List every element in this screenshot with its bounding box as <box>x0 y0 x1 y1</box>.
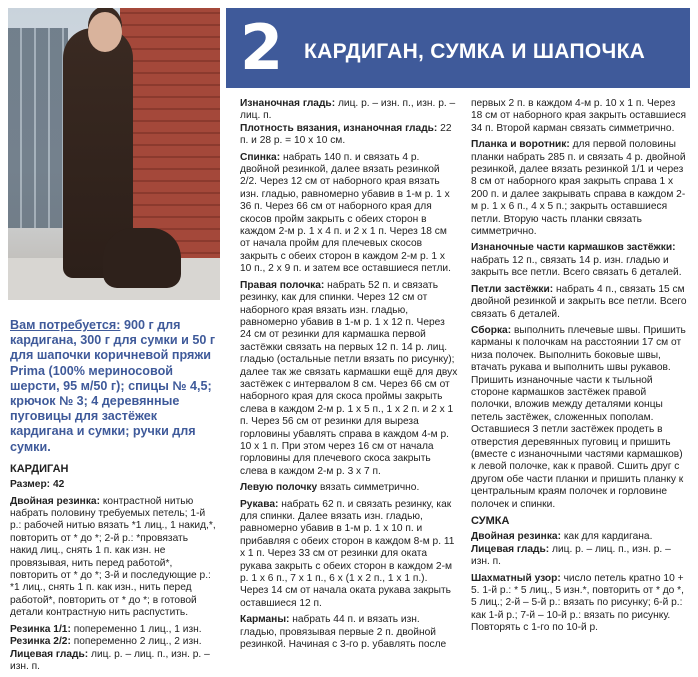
band-text: для первой половины планки набрать 285 п. и связать 4 р. двойной резинкой, далее вязать резинкой 1/1 и через 8 см от наборного края закрыть справа 1 х 200 п. и далее закрывать справа в каждом 2-м р. 1 х 6 п., 4 х 5 п.; закрыть оставшиеся петли. Вторую часть планки связать симметрично. <box>471 139 686 238</box>
reverse-stst-block <box>240 98 458 148</box>
chess-text: число петель кратно 10 + 5. 1-й р.: * 5 лиц., 5 изн.*, повторить от * до *, 5 лиц.; 2-й – 5-й р.: вязать по рисунку; 6-й р.: как 1-й р.; 7-й – 10-й р.: вязать по рисунку. Повторять с 1-го по 10-й р. <box>471 572 684 634</box>
back-block <box>240 152 458 276</box>
stockinette-text: лиц. р. – лиц. п., изн. р. – изн. п. <box>10 648 210 672</box>
double-rib-block <box>10 496 218 620</box>
size-line <box>10 479 218 491</box>
pattern-title: КАРДИГАН, СУМКА И ШАПОЧКА <box>304 40 646 63</box>
assembly-label: Сборка: <box>471 324 512 336</box>
column-middle <box>240 98 458 655</box>
double-rib-label: Двойная резинка: <box>10 495 100 507</box>
loops-label: Петли застёжки: <box>471 283 554 295</box>
double-rib-text: контрастной нитью набрать половину требуемых петель; 1-й р.: рабочей нитью вязать *1 лиц., 1 накид,*, повторить от * до *; 2-й р.: *провязать накид лиц., снять 1 п. как изн. не провязывая, нить перед работой*, повторить от * до *; 3-й и последующие р.: *1 лиц., снять 1 п. как изн., нить перед работой*, повторить от * до *; в готовой детали контрастную нить распустить. <box>10 495 216 619</box>
materials-block <box>10 318 218 455</box>
assembly-block <box>471 325 689 511</box>
stockinette-label: Лицевая гладь: <box>10 648 89 660</box>
band-label: Планка и воротник: <box>471 139 570 151</box>
rib11-text: попеременно 1 лиц., 1 изн. <box>73 623 202 635</box>
inner-pockets-block <box>471 242 689 279</box>
pockets-text: набрать 44 п. и вязать изн. гладью, провязывая первые 2 п. двойной резинкой. Начиная с 3-го р. убавлять после <box>240 614 447 651</box>
bag-stst-label: Лицевая гладь: <box>471 543 550 555</box>
rib11-label: Резинка 1/1: <box>10 623 71 635</box>
chess-block <box>471 573 689 635</box>
back-label: Спинка: <box>240 151 281 163</box>
gauge-label: Плотность вязания, изнаночная гладь: <box>240 122 438 134</box>
pockets-continued: первых 2 п. в каждом 4-м р. 10 х 1 п. Через 18 см от наборного края закрыть оставшиеся 34 п. Второй карман связать симметрично. <box>471 98 687 134</box>
bag-rib-text: как для кардигана. <box>563 531 653 543</box>
size-value: 42 <box>52 479 65 491</box>
column-left <box>10 318 218 677</box>
loops-text: набрать 4 п., связать 15 см двойной резинкой и закрыть все петли. Всего связать 6 деталей. <box>471 283 687 320</box>
sleeves-text: набрать 62 п. и связать резинку, как для спинки. Далее вязать изн. гладью, равномерно убавив в 1-м р. 1 х 10 п. и прибавляя с обеих сторон в каждом 8-м р. 11 х 1 п. Через 33 см от резинки для оката рукава закрыть с обеих сторон в каждом 2-м р. 1 х 6 п., 7 х 1 п., 6 х (1 х 2 п., 1 х 1 п.). Через 14 см от начала оката рукава закрыть оставшиеся 12 п. <box>240 498 455 609</box>
chess-label: Шахматный узор: <box>471 572 561 584</box>
inner-pockets-label: Изнаночные части кармашков застёжки: <box>471 242 676 254</box>
title-banner <box>226 8 690 88</box>
model-head <box>88 12 122 52</box>
assembly-text: выполнить плечевые швы. Пришить карманы к полочкам на расстоянии 17 см от низа полочек. Выполнить боковые швы, втачать рукава и выполнить швы рукавов. Пришить изнаночные части к тыльной стороне кармашков застёжек правой полочки, вложив между деталями концы петель застёжек, сложенных пополам. Оставшиеся 3 петли застёжек продеть в отверстия деревянных пуговиц и пришить (вместе с изнаночными частями кармашков) к левой полочке, как к правой. Сшить друг с другом обе части планки и пришить планку к центральным краям полочек и горловине полочек и спинки. <box>471 324 686 510</box>
bag-stst-text: лиц. р. – лиц. п., изн. р. – изн. п. <box>471 543 671 568</box>
materials-text: 900 г для кардигана, 300 г для сумки и 50 г для шапочки коричневой пряжи Prima (100% мериносовой шерсти, 95 м/50 г); спицы № 4,5; крючок № 3; 4 деревянные пуговицы для застёжек кардигана и сумки; ручки для сумки. <box>10 318 216 454</box>
sleeves-block <box>240 499 458 611</box>
reverse-stst-text: лиц. р. – изн. п., изн. р. – лиц. п. <box>240 98 456 122</box>
materials-label: Вам потребуется: <box>10 318 121 332</box>
reverse-stst-label: Изнаночная гладь: <box>240 98 336 109</box>
right-front-block <box>240 280 458 479</box>
left-front-block <box>240 482 458 494</box>
bag-heading: СУМКА <box>471 515 510 527</box>
model-photo <box>8 8 220 300</box>
bag-rib-label: Двойная резинка: <box>471 531 561 543</box>
column-right <box>471 98 689 639</box>
inner-pockets-text: набрать 12 п., связать 14 р. изн. гладью и закрыть все петли. Всего связать 6 деталей. <box>471 254 682 279</box>
pockets-label: Карманы: <box>240 614 290 626</box>
gauge-text: 22 п. и 28 р. = 10 х 10 см. <box>240 122 452 147</box>
pockets-block <box>240 614 458 651</box>
left-front-text: вязать симметрично. <box>319 482 420 494</box>
back-text: набрать 140 п. и связать 4 р. двойной резинкой, далее вязать резинкой 2/2. Через 12 см от наборного края вязать изн. гладью, равномерно убавив в 1-м р. 1 х 36 п. Через 66 см от наборного края для скосов пройм закрыть с обеих сторон в каждом 2-м р. 1 х 4 п. и 2 х 1 п. Через 18 см от начала пройм для плечевых скосов закрыть с обеих сторон в каждом 2-м р. 1 х 10 п., 2 х 9 п. и затем все оставшиеся петли. <box>240 151 451 275</box>
bag-image <box>103 228 181 288</box>
pattern-number: 2 <box>240 11 284 84</box>
size-label: Размер: <box>10 479 51 491</box>
building-windows <box>8 28 68 228</box>
bag-rib-block <box>471 531 689 568</box>
band-block <box>471 139 689 238</box>
right-front-label: Правая полочка: <box>240 279 325 291</box>
rib22-label: Резинка 2/2: <box>10 636 71 648</box>
rib22-text: попеременно 2 лиц., 2 изн. <box>73 636 202 648</box>
left-front-label: Левую полочку <box>240 482 318 494</box>
sleeves-label: Рукава: <box>240 498 279 510</box>
cardigan-heading: КАРДИГАН <box>10 462 69 475</box>
loops-block <box>471 284 689 321</box>
right-front-text: набрать 52 п. и связать резинку, как для спинки. Через 12 см от наборного края вязать изн. гладью, равномерно убавив в 1-м р. 1 х 12 п. Через 24 см от резинки для кармашка первой застёжки связать на первых 12 п. 14 р. лиц. гладью (остальные петли вязать по рисунку); далее так же связать кармашки ещё для двух застёжек с интервалом 8 см. Через 66 см от наборного края для скоса проймы закрыть слева в каждом 2-м р. 1 х 5 п., 1 х 2 п. и 2 х 1 п. Через 56 см от резинки для выреза горловины убавлять справа в каждом 4-м р. 10 х 1 п. При этом через 16 см от начала горловины для плечевого скоса закрыть слева в каждом 2-м р. 3 х 7 п. <box>240 279 458 477</box>
rib11-line <box>10 624 218 674</box>
